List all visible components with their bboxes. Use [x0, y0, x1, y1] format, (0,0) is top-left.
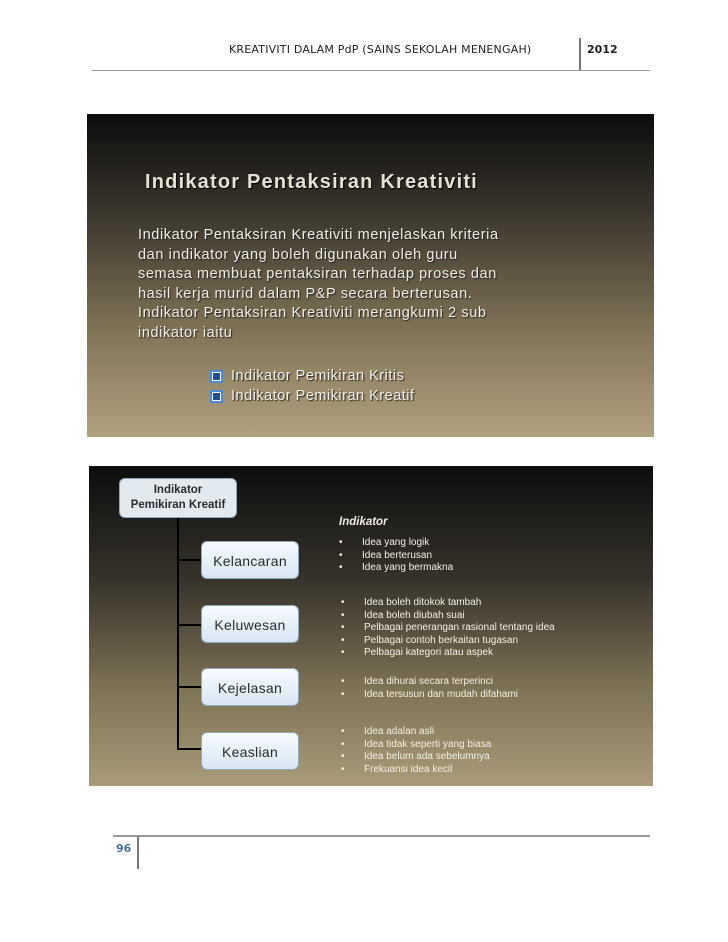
body-line: hasil kerja murid dalam P&P secara berterusan.	[138, 285, 473, 302]
indikator-heading: Indikator	[339, 516, 388, 528]
tree-trunk-line	[177, 518, 179, 750]
branch-connector	[177, 559, 201, 561]
list-item: • Idea boleh diubah suai	[340, 610, 555, 623]
body-line: Indikator Pentaksiran Kreativiti menjelaskan kriteria	[138, 227, 499, 243]
list-item: • Idea adalan asli	[340, 726, 491, 739]
branch-connector	[177, 748, 201, 750]
root-node	[119, 478, 237, 518]
list-item	[210, 366, 415, 386]
checkbox-bullet-icon	[210, 370, 223, 383]
root-node-line2: Pemikiran Kreatif	[130, 499, 226, 511]
branch-connector	[177, 624, 201, 626]
page-header-title: KREATIVITI DALAM PdP (SAINS SEKOLAH MENENGAH)	[229, 43, 532, 56]
list-item	[210, 386, 415, 406]
list-item: • Idea yang bermakna	[338, 562, 453, 575]
root-node-line1: Indikator	[153, 484, 203, 496]
list-item: • Pelbagai penerangan rasional tentang idea	[340, 622, 555, 635]
footer-divider	[137, 836, 139, 869]
slide-pemikiran-kreatif-diagram	[89, 466, 653, 786]
body-line: indikator iaitu	[138, 324, 233, 341]
sub-indicator-list	[210, 366, 415, 406]
category-node-kejelasan: Kejelasan	[201, 668, 299, 706]
slide-indikator-pentaksiran	[87, 114, 654, 437]
header-rule	[92, 70, 650, 71]
body-line: dan indikator yang boleh digunakan oleh guru	[138, 246, 458, 263]
list-item: • Idea belum ada sebelumnya	[340, 751, 491, 764]
slide-title: Indikator Pentaksiran Kreativiti	[145, 171, 478, 193]
page-header-year: 2012	[587, 43, 618, 56]
indikator-list-kejelasan	[340, 676, 518, 701]
list-item: • Idea dihurai secara terperinci	[340, 676, 518, 689]
list-item: • Frekuansi idea kecil	[340, 764, 491, 777]
list-item: • Idea berterusan	[338, 550, 453, 563]
page-number: 96	[116, 842, 132, 855]
footer-rule	[113, 835, 650, 837]
category-node-keaslian: Keaslian	[201, 732, 299, 770]
category-node-kelancaran: Kelancaran	[201, 541, 299, 579]
list-item: • Idea boleh ditokok tambah	[340, 597, 555, 610]
checkbox-bullet-icon	[210, 390, 223, 403]
list-item: • Idea tersusun dan mudah difahami	[340, 689, 518, 702]
list-item: • Idea yang logik	[338, 537, 453, 550]
list-item: • Idea tidak seperti yang biasa	[340, 739, 491, 752]
indikator-list-kelancaran	[338, 537, 453, 575]
list-item: • Pelbagai kategori atau aspek	[340, 647, 555, 660]
list-item-label: Indikator Pemikiran Kritis	[231, 368, 405, 384]
body-line: Indikator Pentaksiran Kreativiti merangkumi 2 sub	[138, 305, 487, 321]
slide-body-text	[138, 226, 608, 343]
list-item: • Pelbagai contoh berkaitan tugasan	[340, 635, 555, 648]
category-node-keluwesan: Keluwesan	[201, 605, 299, 643]
indikator-list-keluwesan	[340, 597, 555, 660]
body-line: semasa membuat pentaksiran terhadap proses dan	[138, 266, 497, 282]
indikator-list-keaslian	[340, 726, 491, 776]
branch-connector	[177, 686, 201, 688]
list-item-label: Indikator Pemikiran Kreatif	[231, 388, 415, 404]
header-divider	[579, 38, 581, 70]
